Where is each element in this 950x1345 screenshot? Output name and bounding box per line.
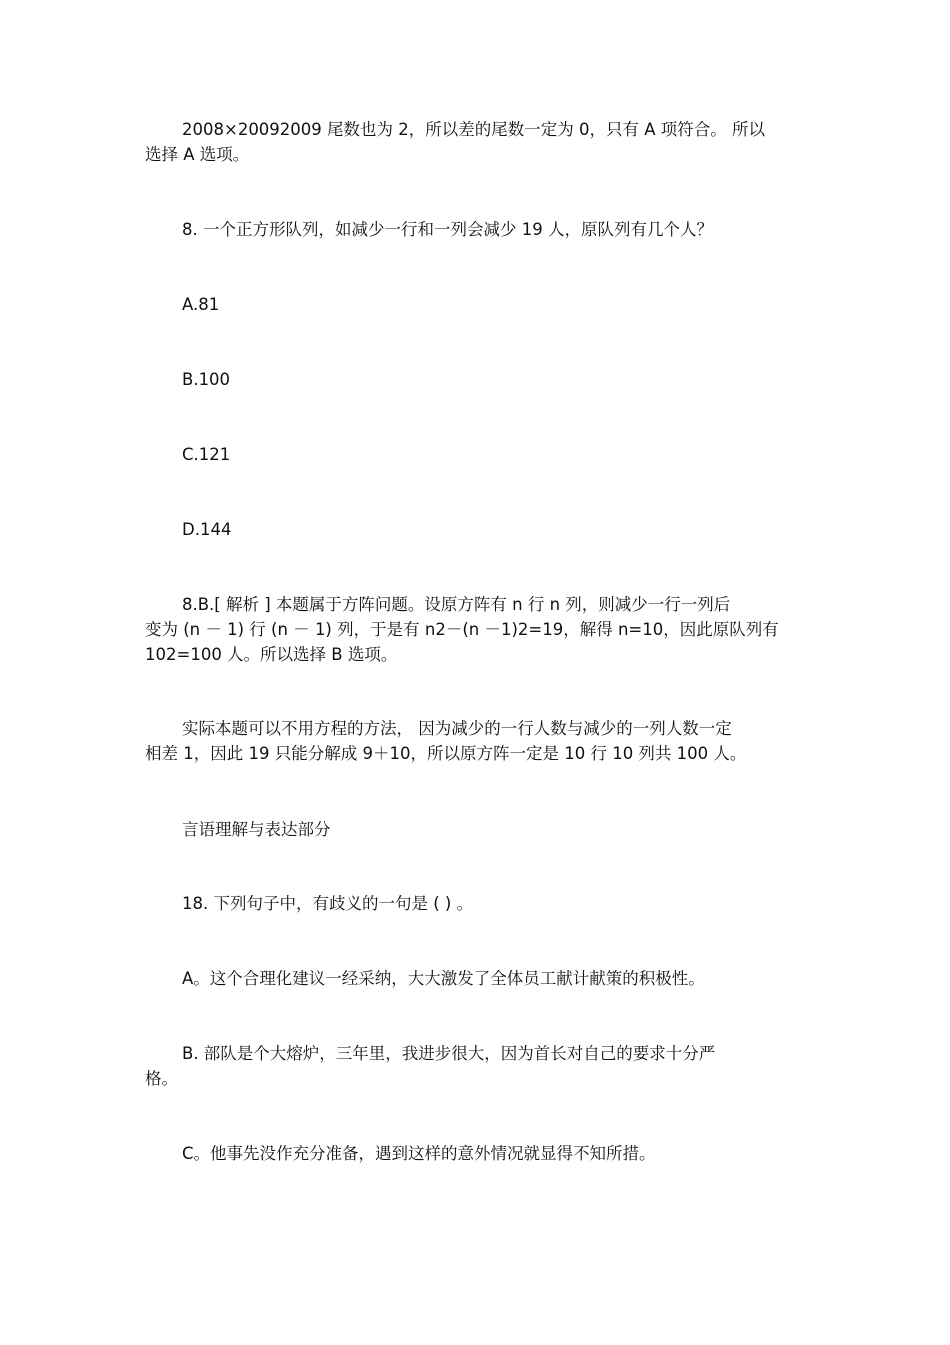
option-a — [145, 966, 810, 991]
option-c — [145, 442, 810, 467]
text-line: D.144 — [182, 520, 232, 539]
text-line: 8. 一个正方形队列，如减少一行和一列会减少 19 人，原队列有几个人？ — [182, 220, 713, 239]
text-line: 102=100 人。所以选择 B 选项。 — [145, 645, 398, 664]
text-line: 相差 1，因此 19 只能分解成 9＋10，所以原方阵一定是 10 行 10 列共 100 人。 — [145, 744, 747, 763]
text-line: 18. 下列句子中，有歧义的一句是 ( ) 。 — [182, 894, 474, 913]
text-line: A。这个合理化建议一经采纳，大大激发了全体员工献计献策的积极性。 — [182, 969, 705, 988]
paragraph-answer-explanation-7 — [145, 117, 810, 167]
option-a — [145, 292, 810, 317]
option-d — [145, 517, 810, 542]
text-line: 2008×20092009 尾数也为 2，所以差的尾数一定为 0，只有 A 项符合。 所以 — [182, 120, 766, 139]
text-line: 格。 — [145, 1069, 178, 1088]
option-c — [145, 1141, 810, 1166]
text-line: C.121 — [182, 445, 231, 464]
text-line: 选择 A 选项。 — [145, 145, 250, 164]
option-b — [145, 367, 810, 392]
text-line: B.100 — [182, 370, 231, 389]
text-line: C。他事先没作充分准备，遇到这样的意外情况就显得不知所措。 — [182, 1144, 656, 1163]
section-heading — [145, 817, 810, 842]
paragraph-answer-explanation-8 — [145, 592, 810, 667]
text-line: 实际本题可以不用方程的方法， 因为减少的一行人数与减少的一列人数一定 — [182, 719, 732, 738]
text-line: 8.B.[ 解析 ] 本题属于方阵问题。设原方阵有 n 行 n 列，则减少一行一列后 — [182, 595, 731, 614]
text-line: 言语理解与表达部分 — [182, 820, 331, 839]
option-b — [145, 1041, 810, 1091]
question-8 — [145, 217, 810, 242]
text-line: 变为 (n － 1) 行 (n － 1) 列，于是有 n2－(n －1)2=19，解得 n=10，因此原队列有 — [145, 620, 779, 639]
question-18 — [145, 891, 810, 916]
text-line: B. 部队是个大熔炉，三年里，我进步很大，因为首长对自己的要求十分严 — [182, 1044, 716, 1063]
paragraph-alternative-method — [145, 716, 810, 766]
text-line: A.81 — [182, 295, 220, 314]
